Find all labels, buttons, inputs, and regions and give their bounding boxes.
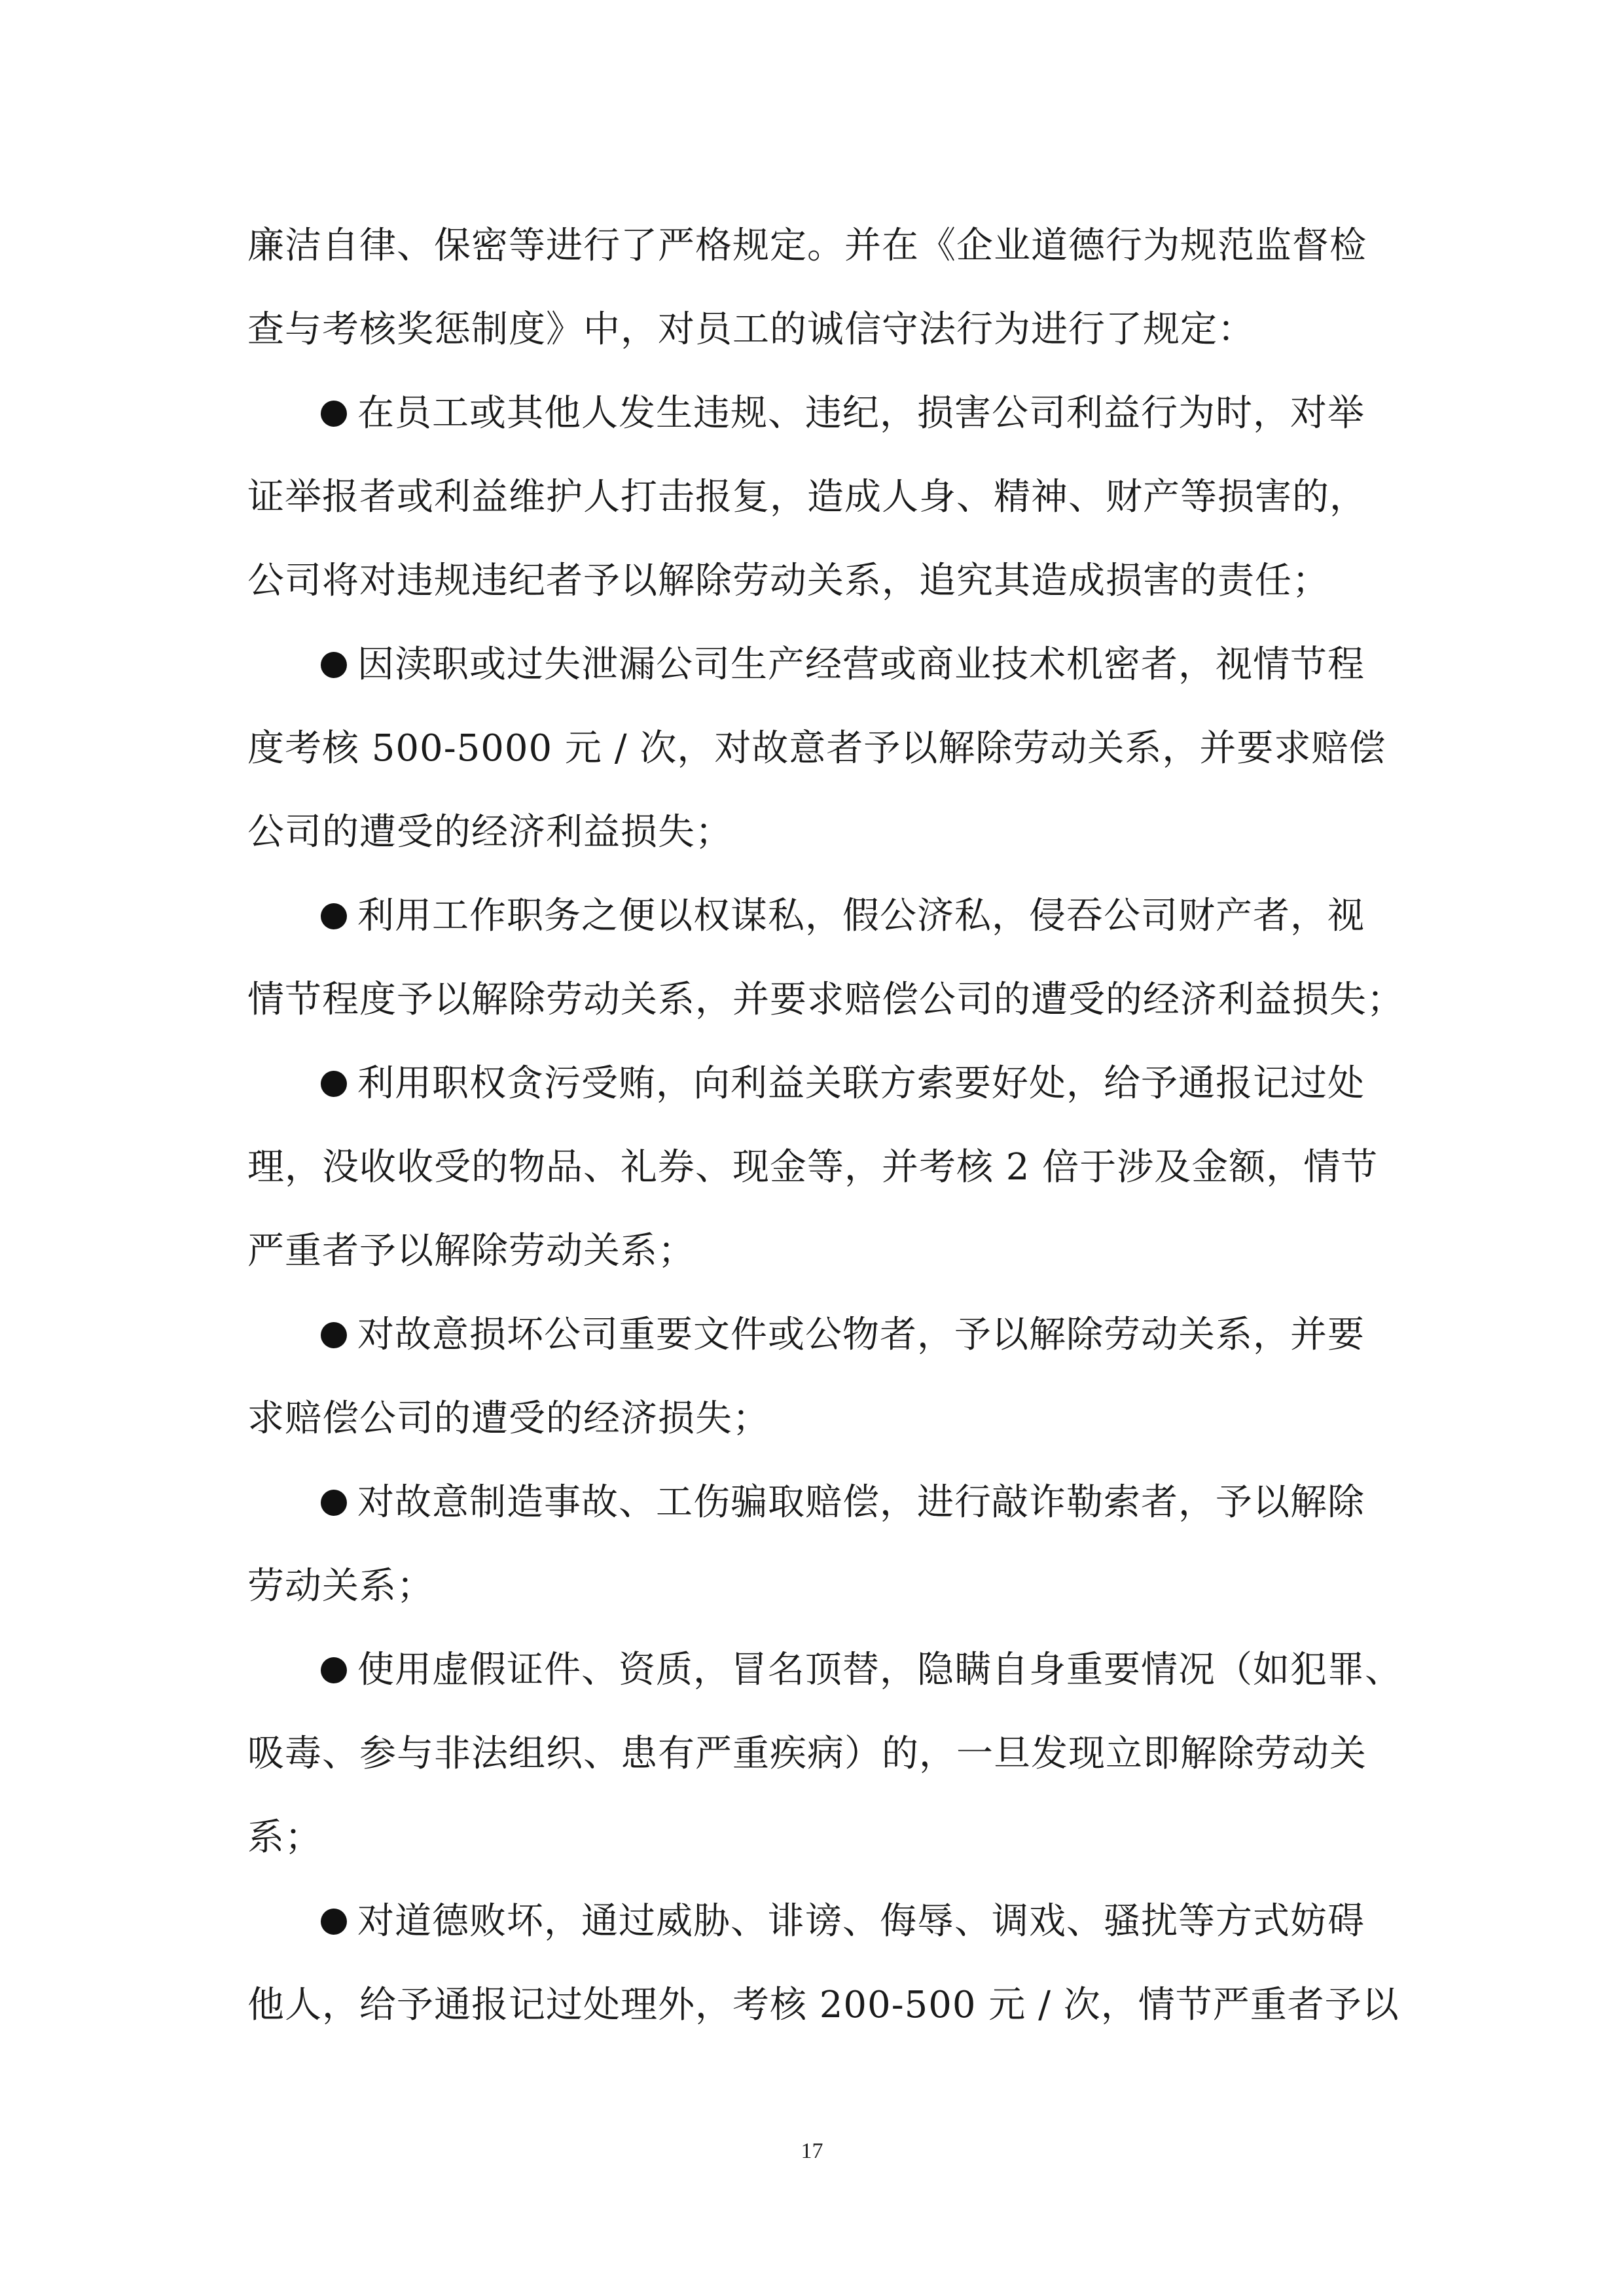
page-number: 17 xyxy=(801,2139,823,2163)
bullet-line xyxy=(247,1293,1386,1377)
bullet-line xyxy=(247,1461,1386,1545)
bullet-line xyxy=(247,372,1386,456)
body-text xyxy=(247,204,1404,2047)
bullet-icon xyxy=(321,1657,347,1683)
text-line: 公司将对违规违纪者予以解除劳动关系，追究其造成损害的责任； xyxy=(247,560,1329,602)
bullet-icon xyxy=(321,1490,347,1516)
bullet-icon xyxy=(321,903,347,929)
bullet-text: 使用虚假证件、资质，冒名顶替，隐瞒自身重要情况（如犯罪、 xyxy=(357,1649,1402,1691)
bullet-text: 对故意损坏公司重要文件或公物者，予以解除劳动关系，并要 xyxy=(357,1314,1365,1356)
bullet-icon xyxy=(321,1909,347,1935)
bullet-icon xyxy=(321,401,347,427)
bullet-icon xyxy=(321,652,347,678)
text-line: 系； xyxy=(247,1816,322,1859)
text-line: 理，没收收受的物品、礼券、现金等，并考核 2 倍于涉及金额，情节 xyxy=(247,1146,1379,1189)
bullet-text: 利用工作职务之便以权谋私，假公济私，侵吞公司财产者，视 xyxy=(357,895,1365,937)
text-line: 吸毒、参与非法组织、患有严重疾病）的，一旦发现立即解除劳动关 xyxy=(247,1732,1367,1775)
text-line: 查与考核奖惩制度》中，对员工的诚信守法行为进行了规定： xyxy=(247,308,1255,351)
text-line: 劳动关系； xyxy=(247,1565,434,1607)
bullet-text: 因渎职或过失泄漏公司生产经营或商业技术机密者，视情节程 xyxy=(357,643,1365,686)
text-line: 廉洁自律、保密等进行了严格规定。并在《企业道德行为规范监督检 xyxy=(247,224,1367,267)
bullet-line xyxy=(247,1628,1402,1712)
bullet-text: 对道德败坏，通过威胁、诽谤、侮辱、调戏、骚扰等方式妨碍 xyxy=(357,1900,1365,1943)
bullet-line xyxy=(247,623,1386,707)
bullet-icon xyxy=(321,1071,347,1097)
text-line: 他人，给予通报记过处理外，考核 200-500 元 / 次，情节严重者予以 xyxy=(247,1984,1399,2026)
text-line: 情节程度予以解除劳动关系，并要求赔偿公司的遭受的经济利益损失； xyxy=(247,978,1404,1021)
bullet-text: 在员工或其他人发生违规、违纪，损害公司利益行为时，对举 xyxy=(357,392,1365,435)
bullet-line xyxy=(247,874,1386,958)
bullet-line xyxy=(247,1880,1386,1964)
text-line: 公司的遭受的经济利益损失； xyxy=(247,811,732,853)
bullet-text: 利用职权贪污受贿，向利益关联方索要好处，给予通报记过处 xyxy=(357,1062,1365,1105)
text-line: 严重者予以解除劳动关系； xyxy=(247,1230,695,1272)
bullet-icon xyxy=(321,1322,347,1348)
text-line: 度考核 500-5000 元 / 次，对故意者予以解除劳动关系，并要求赔偿 xyxy=(247,727,1386,770)
text-line: 证举报者或利益维护人打击报复，造成人身、精神、财产等损害的， xyxy=(247,476,1367,518)
bullet-text: 对故意制造事故、工伤骗取赔偿，进行敲诈勒索者，予以解除 xyxy=(357,1481,1365,1524)
text-line: 求赔偿公司的遭受的经济损失； xyxy=(247,1397,770,1440)
bullet-line xyxy=(247,1042,1386,1126)
